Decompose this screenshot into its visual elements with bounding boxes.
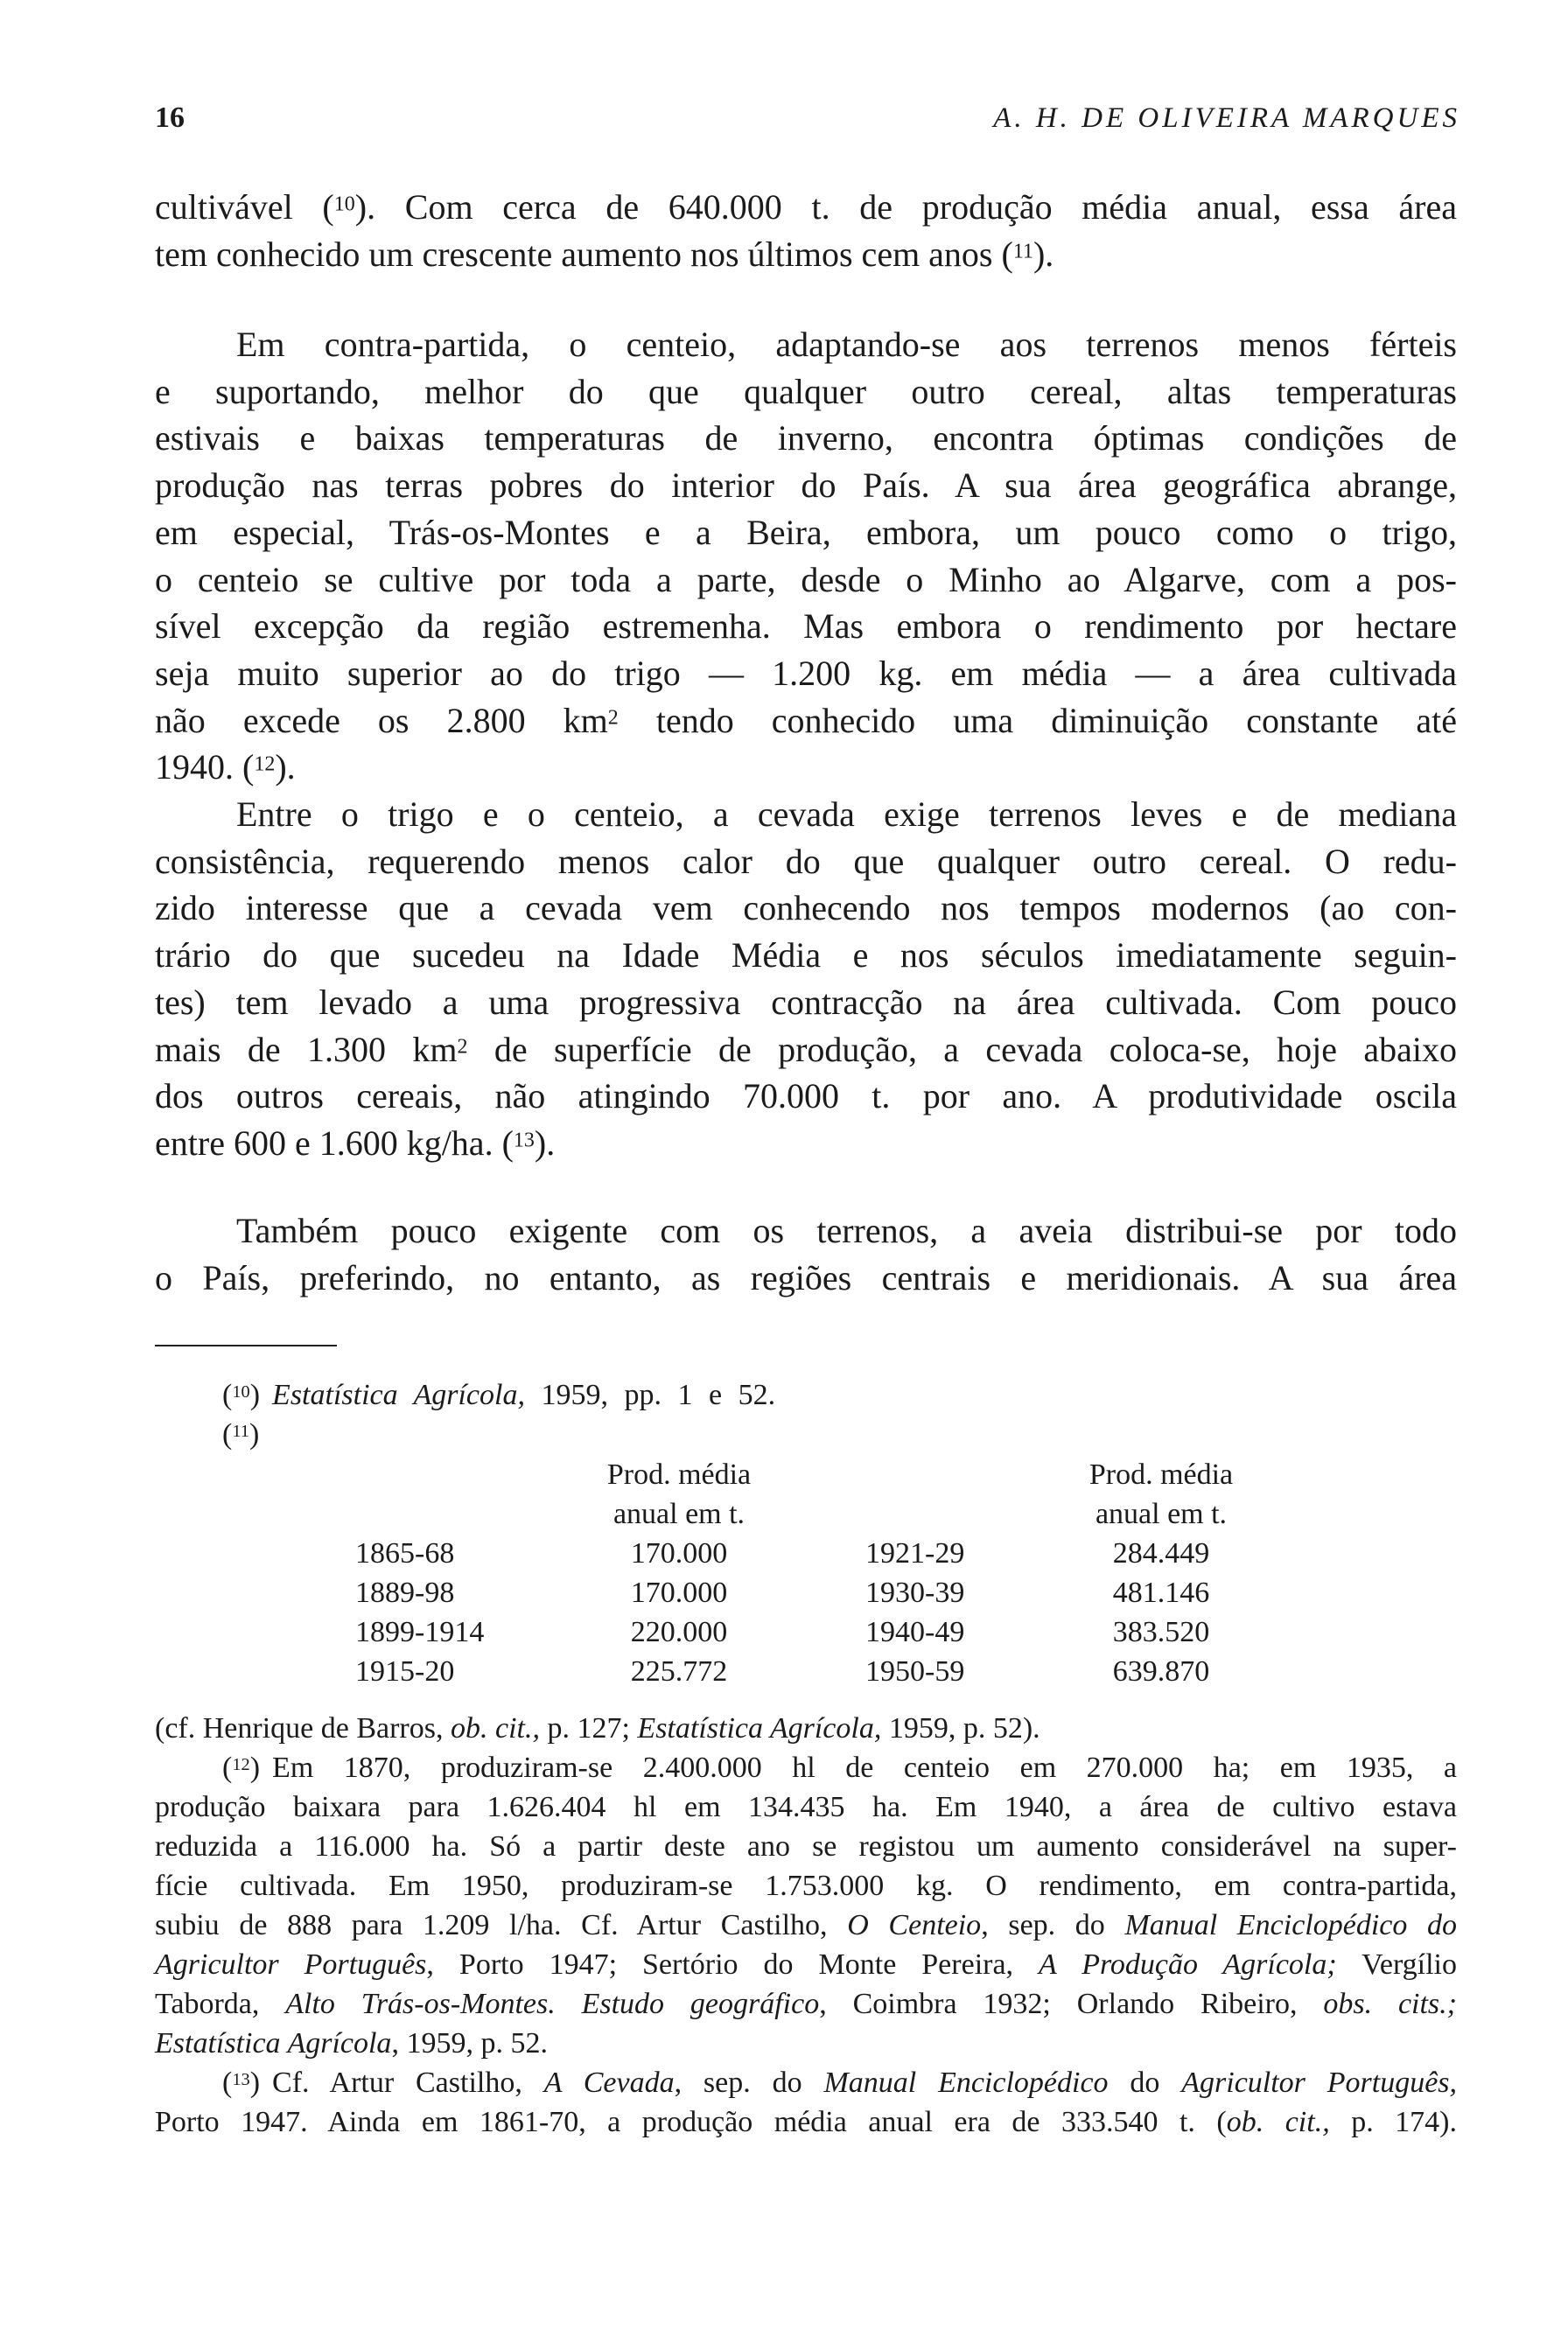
text-segment: Agricultor Português: [155, 1948, 427, 1981]
text-segment: , sep. do: [674, 2067, 824, 2099]
footnote-12-line: [155, 2024, 1457, 2063]
text-line: Entre o trigo e o centeio, a cevada exige terrenos leves e de mediana: [236, 794, 1457, 834]
table-cell: 1921-29: [865, 1537, 965, 1570]
footnote-12-line: reduzida a 116.000 ha. Só a partir deste ano se registou um aumento considerável na super-: [155, 1830, 1457, 1863]
text-segment: de superfície de produção, a cevada coloca-se, hoje abaixo: [467, 1029, 1457, 1069]
text-segment: p. 174).: [1329, 2106, 1457, 2138]
text-line: o centeio se cultive por toda a parte, desde o Minho ao Algarve, com a pos-: [155, 559, 1457, 599]
footnote-label: [222, 1752, 260, 1784]
text-segment: Estatística Agrícola: [155, 2027, 392, 2060]
text-segment: ob. cit.,: [450, 1712, 540, 1745]
text-segment: tem conhecido um crescente aumento nos últimos cem anos (: [155, 234, 1013, 274]
footnote-number: 12: [232, 1754, 250, 1774]
text-line: [155, 184, 1457, 231]
footnote-13-line: [155, 2102, 1457, 2142]
text-segment: mais de 1.300 km: [155, 1029, 458, 1069]
text-line: [155, 697, 1457, 745]
text-line: zido interesse que a cevada vem conhecendo nos tempos modernos (ao con-: [155, 888, 1457, 928]
table-cell: 1940-49: [865, 1616, 965, 1648]
label-paren: ): [249, 1752, 261, 1784]
text-segment: Agricultor Português,: [1181, 2067, 1458, 2099]
text-segment: ob. cit.,: [1226, 2106, 1330, 2138]
running-title: A. H. DE OLIVEIRA MARQUES: [993, 102, 1460, 134]
text-line: produção nas terras pobres do interior do País. A sua área geográfica abrange,: [155, 465, 1457, 506]
text-segment: , Porto 1947; Sertório do Monte Pereira,: [426, 1948, 1040, 1981]
text-segment: 1959, pp. 1 e 52.: [524, 1379, 776, 1411]
text-line: [155, 1120, 1457, 1167]
text-line: em especial, Trás-os-Montes e a Beira, embora, um pouco como o trigo,: [155, 512, 1457, 552]
table-heading: [565, 1455, 793, 1534]
heading-line: anual em t.: [1095, 1498, 1228, 1530]
footnote-ref: 12: [254, 752, 276, 776]
text-segment: p. 127;: [539, 1712, 638, 1745]
text-segment: Manual Enciclopédico do: [1124, 1909, 1458, 1941]
table-cell: 170.000: [630, 1577, 728, 1609]
footnote-13-line: [155, 2063, 1457, 2102]
table-cell: 1889-98: [355, 1577, 455, 1609]
footnote-rule: [155, 1345, 337, 1346]
text-segment: A Produção Agrícola;: [1039, 1948, 1337, 1981]
text-line: [155, 231, 1457, 278]
table-cell: 639.870: [1112, 1655, 1210, 1688]
text-line: [155, 1026, 1457, 1074]
footnote-ref: 13: [513, 1129, 535, 1152]
text-segment: ).: [275, 747, 296, 787]
heading-line: anual em t.: [612, 1498, 746, 1530]
label-paren: ): [249, 2067, 261, 2099]
text-line: Também pouco exigente com os terrenos, a aveia distribui-se por todo: [236, 1211, 1457, 1250]
footnote-ref: 11: [1012, 240, 1033, 263]
footnote-10: [222, 1375, 1457, 1415]
text-segment: (cf. Henrique de Barros,: [155, 1712, 451, 1745]
text-line: Em contra-partida, o centeio, adaptando-se aos terrenos menos férteis: [236, 325, 1457, 364]
footnote-11-source: [155, 1709, 1457, 1748]
text-segment: Porto 1947. Ainda em 1861-70, a produção média anual era de 333.540 t. (: [155, 2106, 1227, 2138]
table-column-period: [355, 1534, 548, 1691]
footnote-number: 13: [232, 2069, 250, 2089]
table-column-period: [865, 1534, 1040, 1691]
heading-line: Prod. média: [606, 1458, 752, 1491]
table-cell: 1930-39: [865, 1577, 965, 1609]
table-cell: 481.146: [1112, 1577, 1210, 1609]
text-segment: 1959, p. 52).: [881, 1712, 1040, 1745]
footnote-label: [222, 2067, 260, 2099]
text-line: [155, 744, 1457, 791]
text-segment: Cf. Artur Castilho,: [272, 2067, 544, 2099]
table-heading: [1047, 1455, 1275, 1534]
text-segment: não excede os 2.800 km: [155, 700, 608, 740]
text-segment: , sep. do: [981, 1909, 1125, 1941]
text-segment: ). Com cerca de 640.000 t. de produção média anual, essa área: [354, 187, 1457, 227]
superscript: 2: [457, 1034, 468, 1058]
footnote-12-line: [155, 1945, 1457, 1984]
text-line: estivais e baixas temperaturas de inverno, encontra óptimas condições de: [155, 418, 1457, 458]
text-segment: O Centeio: [847, 1909, 982, 1941]
text-segment: Em 1870, produziram-se 2.400.000 hl de centeio em 270.000 ha; em 1935, a: [272, 1752, 1457, 1784]
text-line: o País, preferindo, no entanto, as regiões centrais e meridionais. A sua área: [155, 1257, 1457, 1297]
label-paren: (: [222, 2067, 233, 2099]
footnote-12-line: fície cultivada. Em 1950, produziram-se 1.753.000 kg. O rendimento, em contra-partida,: [155, 1870, 1457, 1902]
text-segment: ).: [1032, 234, 1054, 274]
text-line: seja muito superior ao do trigo — 1.200 kg. em média — a área cultivada: [155, 653, 1457, 693]
footnote-number: 10: [232, 1381, 250, 1402]
table-cell: 170.000: [630, 1537, 728, 1570]
text-segment: do: [1108, 2067, 1182, 2099]
superscript: 2: [607, 706, 619, 730]
footnote-number: 11: [232, 1421, 249, 1441]
table-cell: 284.449: [1112, 1537, 1210, 1570]
text-segment: , 1959, p. 52.: [391, 2027, 548, 2060]
text-segment: obs. cits.;: [1323, 1988, 1457, 2020]
text-segment: Estatística Agrícola,: [272, 1379, 525, 1411]
text-segment: Taborda,: [155, 1988, 286, 2020]
footnote-11-label: [222, 1415, 397, 1454]
label-paren: (: [222, 1418, 233, 1451]
text-segment: entre 600 e 1.600 kg/ha. (: [155, 1123, 514, 1163]
label-paren: (: [222, 1752, 233, 1784]
text-line: sível excepção da região estremenha. Mas embora o rendimento por hectare: [155, 606, 1457, 647]
text-segment: Estatística Agrícola,: [637, 1712, 882, 1745]
text-segment: ).: [534, 1123, 556, 1163]
paragraph: [155, 321, 1457, 791]
footnote-12-line: [155, 1748, 1457, 1787]
page-number: 16: [155, 101, 185, 134]
footnote-12-line: [155, 1906, 1457, 1945]
text-segment: subiu de 888 para 1.209 l/ha. Cf. Artur Castilho,: [155, 1909, 848, 1941]
table-cell: 1915-20: [355, 1655, 455, 1688]
footnote-12-line: [155, 1984, 1457, 2024]
label-paren: ): [248, 1418, 260, 1451]
text-segment: , Coimbra 1932; Orlando Ribeiro,: [819, 1988, 1324, 2020]
table-cell: 225.772: [630, 1655, 728, 1688]
text-segment: cultivável (: [155, 187, 334, 227]
text-segment: Manual Enciclopédico: [823, 2067, 1109, 2099]
text-segment: A Cevada: [543, 2067, 675, 2099]
text-line: e suportando, melhor do que qualquer outro cereal, altas temperaturas: [155, 371, 1457, 411]
text-segment: tendo conhecido uma diminuição constante até: [618, 700, 1458, 740]
table-column-production: [565, 1534, 793, 1691]
table-cell: 1865-68: [355, 1537, 455, 1570]
paragraph: [155, 791, 1457, 1167]
footnote-ref: 10: [333, 192, 355, 216]
footnote-label: [222, 1379, 260, 1411]
table-cell: 383.520: [1112, 1616, 1210, 1648]
table-cell: 220.000: [630, 1616, 728, 1648]
text-line: trário do que sucedeu na Idade Média e nos séculos imediatamente seguin-: [155, 935, 1457, 976]
table-cell: 1950-59: [865, 1655, 965, 1688]
text-line: tes) tem levado a uma progressiva contracção na área cultivada. Com pouco: [155, 982, 1457, 1022]
footnotes-block: [155, 1709, 1457, 2142]
table-column-production: [1047, 1534, 1275, 1691]
footnote-12-line: produção baixara para 1.626.404 hl em 134.435 ha. Em 1940, a área de cultivo estava: [155, 1791, 1457, 1823]
text-line: consistência, requerendo menos calor do que qualquer outro cereal. O redu-: [155, 841, 1457, 881]
table-cell: 1899-1914: [355, 1616, 485, 1648]
paragraph: [155, 1207, 1457, 1301]
text-segment: Vergílio: [1336, 1948, 1457, 1981]
paragraph: [155, 184, 1457, 277]
text-line: dos outros cereais, não atingindo 70.000 t. por ano. A produtividade oscila: [155, 1076, 1457, 1116]
text-segment: Alto Trás-os-Montes. Estudo geográfico: [285, 1988, 820, 2020]
text-segment: 1940. (: [155, 747, 255, 787]
label-paren: (: [222, 1379, 233, 1411]
heading-line: Prod. média: [1088, 1458, 1234, 1491]
label-paren: ): [249, 1379, 261, 1411]
